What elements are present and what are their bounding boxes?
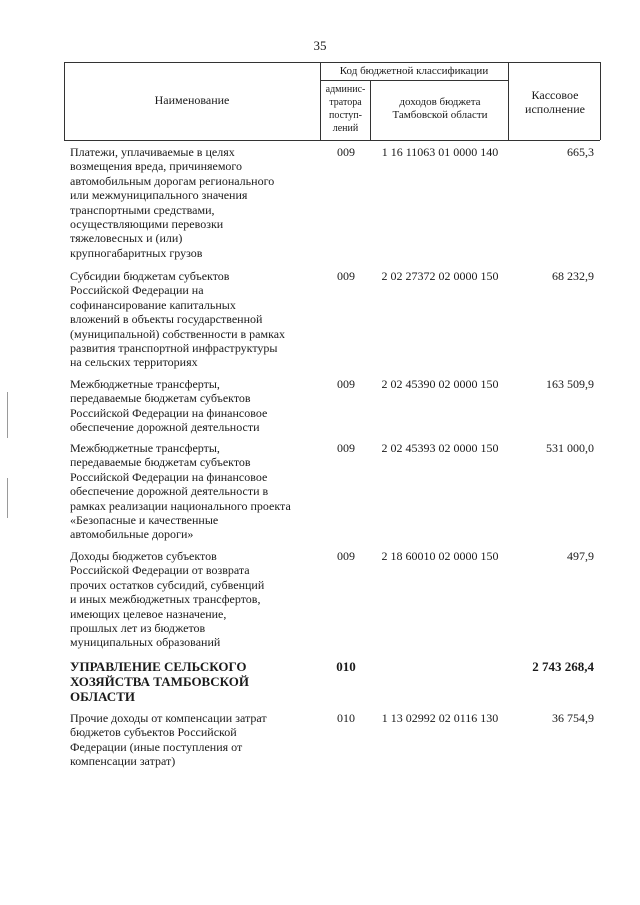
row-budget-code: 2 02 45390 02 0000 150 <box>381 377 499 391</box>
section-title-line: УПРАВЛЕНИЕ СЕЛЬСКОГО <box>70 659 247 674</box>
section-amount: 2 743 268,4 <box>532 659 594 674</box>
header-amount <box>510 88 600 116</box>
header-code-group: Код бюджетной классификации <box>339 65 489 77</box>
row-name <box>70 441 318 542</box>
row-name <box>70 269 318 370</box>
header-amount-line: исполнение <box>525 102 585 116</box>
header-admin-line: админис- <box>325 84 366 95</box>
row-name <box>70 549 318 650</box>
row-name-line: передаваемые бюджетам субъектов <box>70 391 251 406</box>
row-name-line: тяжеловесных и (или) <box>70 231 183 246</box>
row-admin-code: 009 <box>337 269 355 283</box>
scan-mark <box>7 478 8 518</box>
header-top-border <box>64 62 600 63</box>
row-name-line: муниципальных образований <box>70 635 221 650</box>
section-title-line: ОБЛАСТИ <box>70 689 135 704</box>
row-name <box>70 711 318 769</box>
header-left-border <box>64 62 65 140</box>
row-name-line: софинансирование капитальных <box>70 297 236 312</box>
row-admin-code: 010 <box>337 711 355 725</box>
row-budget-code: 2 18 60010 02 0000 150 <box>381 549 499 563</box>
row-name-line: рамках реализации национального проекта <box>70 498 291 513</box>
row-name-line: Российской Федерации от возврата <box>70 563 250 578</box>
row-name-line: вложений в объекты государственной <box>70 312 263 327</box>
row-name-line: Межбюджетные трансферты, <box>70 441 220 455</box>
header-code-group-divider <box>320 80 508 81</box>
header-admin-line: тратора <box>329 97 362 108</box>
row-name-line: имеющих целевое назначение, <box>70 606 227 621</box>
row-name-line: прочих остатков субсидий, субвенций <box>70 577 265 592</box>
header-right-border <box>600 62 601 140</box>
header-admin-line: лений <box>332 123 359 134</box>
section-title-line: ХОЗЯЙСТВА ТАМБОВСКОЙ <box>70 674 249 689</box>
header-amount-line: Кассовое <box>531 88 579 102</box>
row-name-line: осуществляющими перевозки <box>70 217 224 232</box>
row-name-line: «Безопасные и качественные <box>70 513 219 528</box>
row-name-line: бюджетов субъектов Российской <box>70 725 237 740</box>
header-amount-divider <box>508 62 509 140</box>
row-budget-code: 1 13 02992 02 0116 130 <box>381 711 499 725</box>
row-amount: 163 509,9 <box>546 377 594 391</box>
row-name-line: крупногабаритных грузов <box>70 245 203 260</box>
row-name-line: Прочие доходы от компенсации затрат <box>70 711 267 725</box>
row-name-line: Межбюджетные трансферты, <box>70 377 220 391</box>
row-budget-code: 2 02 27372 02 0000 150 <box>381 269 499 283</box>
row-name <box>70 145 318 260</box>
header-bottom-border <box>64 140 600 141</box>
row-name-line: Доходы бюджетов субъектов <box>70 549 217 563</box>
row-name-line: прошлых лет из бюджетов <box>70 621 206 636</box>
row-budget-code: 2 02 45393 02 0000 150 <box>381 441 499 455</box>
row-name-line: автомобильные дороги» <box>70 527 194 542</box>
section-title <box>70 659 318 704</box>
row-name-line: автомобильным дорогам регионального <box>70 173 275 188</box>
header-revenue-line: доходов бюджета <box>399 96 481 108</box>
row-name-line: (муниципальной) собственности в рамках <box>70 326 286 341</box>
row-amount: 531 000,0 <box>546 441 594 455</box>
row-name <box>70 377 318 435</box>
header-admin-line: поступ- <box>329 110 362 121</box>
row-name-line: компенсации затрат) <box>70 754 176 769</box>
scan-mark <box>7 392 8 438</box>
row-amount: 497,9 <box>567 549 594 563</box>
row-admin-code: 009 <box>337 377 355 391</box>
row-name-line: транспортными средствами, <box>70 202 215 217</box>
section-admin-code: 010 <box>336 659 356 674</box>
row-name-line: обеспечение дорожной деятельности в <box>70 484 269 499</box>
row-admin-code: 009 <box>337 441 355 455</box>
row-name-line: Российской Федерации на финансовое <box>70 469 268 484</box>
row-name-line: и иных межбюджетных трансфертов, <box>70 592 261 607</box>
row-name-line: Субсидии бюджетам субъектов <box>70 269 230 283</box>
header-revenue-code <box>372 96 508 121</box>
row-name-line: передаваемые бюджетам субъектов <box>70 455 251 470</box>
row-name-line: Платежи, уплачиваемые в целях <box>70 145 235 159</box>
header-name: Наименование <box>154 93 230 107</box>
row-amount: 68 232,9 <box>552 269 594 283</box>
row-budget-code: 1 16 11063 01 0000 140 <box>381 145 499 159</box>
row-admin-code: 009 <box>337 145 355 159</box>
row-name-line: возмещения вреда, причиняемого <box>70 159 243 174</box>
row-name-line: обеспечение дорожной деятельности <box>70 420 260 435</box>
row-amount: 665,3 <box>567 145 594 159</box>
row-name-line: Российской Федерации на финансовое <box>70 405 268 420</box>
row-amount: 36 754,9 <box>552 711 594 725</box>
header-revenue-line: Тамбовской области <box>392 108 488 121</box>
row-name-line: Федерации (иные поступления от <box>70 739 243 754</box>
header-admin <box>321 83 370 135</box>
row-name-line: Российской Федерации на <box>70 283 204 298</box>
page-number: 35 <box>313 38 327 53</box>
row-admin-code: 009 <box>337 549 355 563</box>
header-admin-divider <box>370 80 371 140</box>
row-name-line: или межмуниципального значения <box>70 188 248 203</box>
row-name-line: развития транспортной инфраструктуры <box>70 341 278 356</box>
row-name-line: на сельских территориях <box>70 355 198 370</box>
